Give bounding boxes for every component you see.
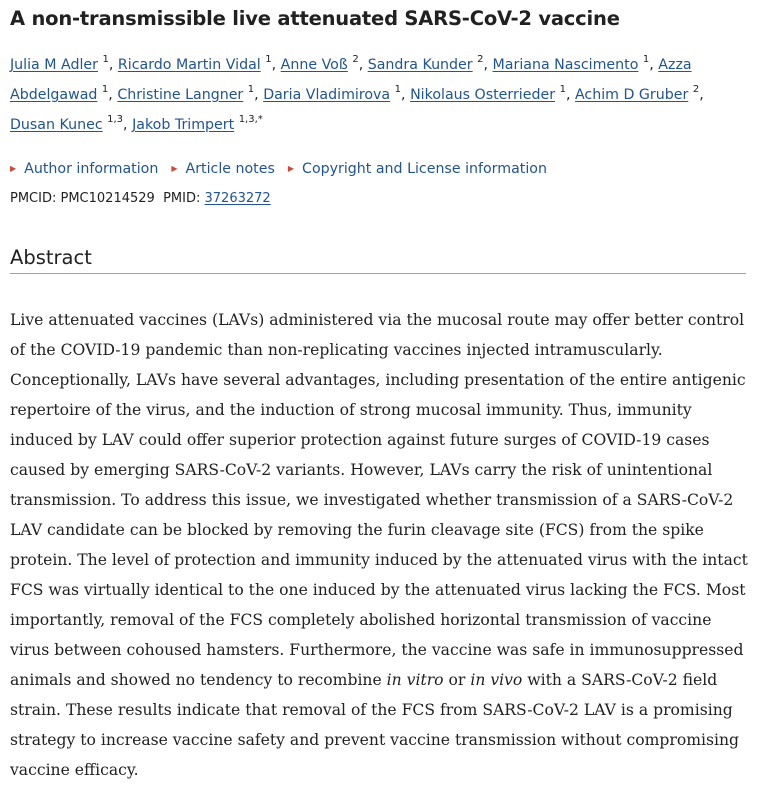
author-list: Julia M Adler $^1$, Ricardo Martin Vidal $^1$, Anne Voß $^2$, Sandra Kunder $^2$, Mariana Nascimento $^1$, Azza Abdelgawad $^1$, Christine Langner $^1$, Daria Vladimirova $^1$, Nikolaus Osterrieder $^1$, Achim D Gruber $^2$, Dusan Kunec $^{1,3}$, Jakob Trimpert $^{1,3,*}$ (10, 54, 704, 133)
author-link[interactable]: Ricardo Martin Vidal (117, 57, 261, 73)
author-link[interactable]: Anne Voß (280, 57, 348, 73)
expand-triangle-icon: ▶ (10, 164, 17, 173)
author-affiliation: 1 (247, 84, 255, 96)
pmid-link[interactable]: 37263272 (204, 191, 271, 206)
author-link[interactable]: Julia M Adler (10, 57, 98, 73)
author-affiliation: 1 (559, 84, 566, 96)
abstract-text: Live attenuated vaccines (LAVs) administered via the mucosal route may offer better control of the COVID-19 pandemic than non-replicating vaccines injected intramuscularly. Conceptionally, LAVs have several advantages, including presentation of the entire antigenic repertoire of the virus, and the induction of strong mucosal immunity. Thus, immunity induced by LAV could offer superior protection against future surges of COVID-19 cases caused by emerging SARS-CoV-2 variants. However, LAVs carry the risk of unintentional transmission. To address this issue, we investigated whether transmission of a SARS-CoV-2 LAV candidate can be blocked by removing the furin cleavage site (FCS) from the spike protein. The level of protection and immunity induced by the attenuated virus with the intact FCS was virtually identical to the one induced by the attenuated virus lacking the FCS. Most importantly, removal of the FCS completely abolished horizontal transmission of vaccine virus between cohoused hamsters. Furthermore, the vaccine was safe in immunosuppressed animals and showed no tendency to recombine in vitro or in vivo with a SARS-CoV-2 field strain. These results indicate that removal of the FCS from SARS-CoV-2 LAV is a promising strategy to increase vaccine safety and prevent vaccine transmission without compromising vaccine efficacy. (10, 311, 748, 779)
author-affiliation: 2 (692, 84, 700, 96)
expand-triangle-icon: ▶ (171, 164, 178, 173)
abstract-italic: in vivo (470, 671, 523, 689)
pmid-label: PMID: (163, 191, 201, 206)
author-link[interactable]: Jakob Trimpert (132, 117, 235, 133)
pmcid-label: PMCID: (10, 191, 57, 206)
author-affiliation: 1 (101, 84, 109, 96)
author-affiliation: 1,3,* (238, 114, 263, 126)
expand-triangle-icon: ▶ (287, 164, 295, 173)
article-identifiers (10, 187, 271, 211)
author-link[interactable]: Daria Vladimirova (263, 87, 391, 103)
author-link[interactable]: Achim D Gruber (574, 87, 689, 103)
article-meta-links (10, 157, 547, 183)
section-divider (10, 273, 746, 274)
author-link[interactable]: Sandra Kunder (367, 57, 473, 73)
author-affiliation: 1 (394, 84, 402, 96)
author-affiliation: 1,3 (107, 114, 124, 126)
abstract-heading: Abstract (10, 246, 92, 269)
article-notes-toggle[interactable]: ▶ Article notes (171, 157, 275, 183)
abstract-italic: in vitro (386, 671, 444, 689)
article-title: A non-transmissible live attenuated SARS-CoV-2 vaccine (10, 7, 620, 30)
author-affiliation: 2 (477, 54, 484, 66)
author-affiliation: 2 (352, 54, 359, 66)
author-information-toggle[interactable]: ▶ Author information (10, 157, 158, 183)
author-affiliation: 1 (265, 54, 272, 66)
author-affiliation: 1 (102, 54, 109, 66)
author-link[interactable]: Mariana Nascimento (492, 57, 639, 73)
author-link[interactable]: Azza Abdelgawad (10, 57, 692, 103)
author-affiliation: 1 (642, 54, 650, 66)
author-link[interactable]: Nikolaus Osterrieder (410, 87, 556, 103)
author-link[interactable]: Dusan Kunec (10, 117, 103, 133)
pmcid-value: PMC10214529 (60, 191, 155, 206)
copyright-license-toggle[interactable]: ▶ Copyright and License information (288, 157, 547, 183)
author-link[interactable]: Christine Langner (117, 87, 244, 103)
